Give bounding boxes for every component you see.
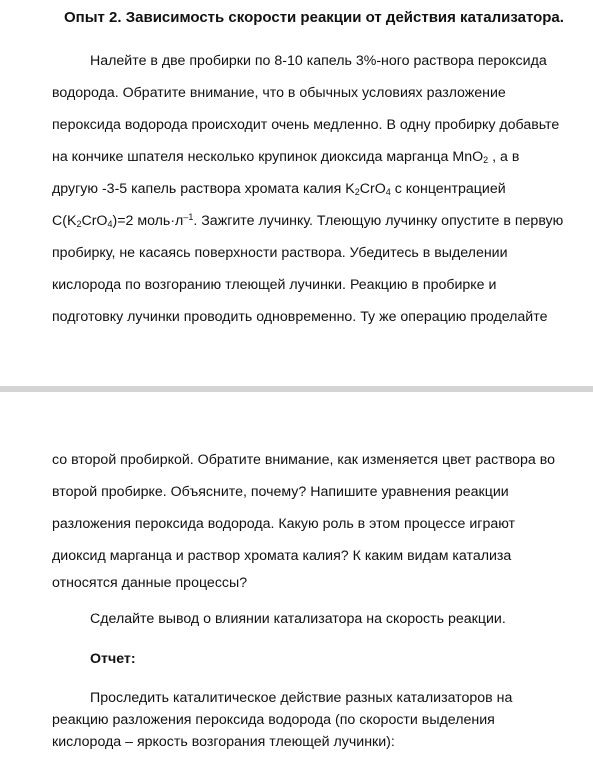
text-line: второй пробирке. Объясните, почему? Напишите уравнения реакции — [52, 484, 509, 500]
text-line: другую -3-5 капель раствора хромата калия $K_2CrO_4$ с концентрацией — [52, 181, 506, 197]
report-label: Отчет: — [90, 651, 136, 667]
text-line: со второй пробиркой. Обратите внимание, как изменяется цвет раствора во — [52, 452, 555, 468]
document-page-2 — [0, 392, 593, 760]
report-text-line: Проследить каталитическое действие разных катализаторов на — [90, 690, 513, 706]
text-line: диоксид марганца и раствор хромата калия? К каким видам катализа — [52, 548, 512, 564]
text-line: пробирку, не касаясь поверхности раствора. Убедитесь в выделении — [52, 245, 508, 261]
text-line: водорода. Обратите внимание, что в обычных условиях разложение — [52, 85, 506, 101]
experiment-heading: Опыт 2. Зависимость скорости реакции от действия катализатора. — [64, 9, 564, 26]
conclusion-instruction: Сделайте вывод о влиянии катализатора на скорость реакции. — [90, 611, 506, 627]
text-line: подготовку лучинки проводить одновременно. Ту же операцию проделайте — [52, 309, 548, 325]
report-text-line: реакцию разложения пероксида водорода (по скорости выделения — [52, 712, 495, 728]
text-line: на кончике шпателя несколько крупинок диоксида марганца MnO$_2$ , а в — [52, 149, 520, 165]
text-line: относятся данные процессы? — [52, 575, 248, 591]
text-line: $C(K_2CrO_4)=2$ $моль\cdot л^{-1}$. Зажгите лучинку. Тлеющую лучинку опустите в первую — [52, 212, 564, 229]
text-line: пероксида водорода происходит очень медленно. В одну пробирку добавьте — [52, 117, 560, 133]
text-line: кислорода по возгоранию тлеющей лучинки. Реакцию в пробирке и — [52, 277, 497, 293]
text-line: разложения пероксида водорода. Какую роль в этом процессе играют — [52, 516, 516, 532]
text-line: Налейте в две пробирки по 8-10 капель 3%-ного раствора пероксида — [90, 53, 547, 69]
report-text-line: кислорода – яркость возгорания тлеющей лучинки): — [52, 734, 395, 750]
